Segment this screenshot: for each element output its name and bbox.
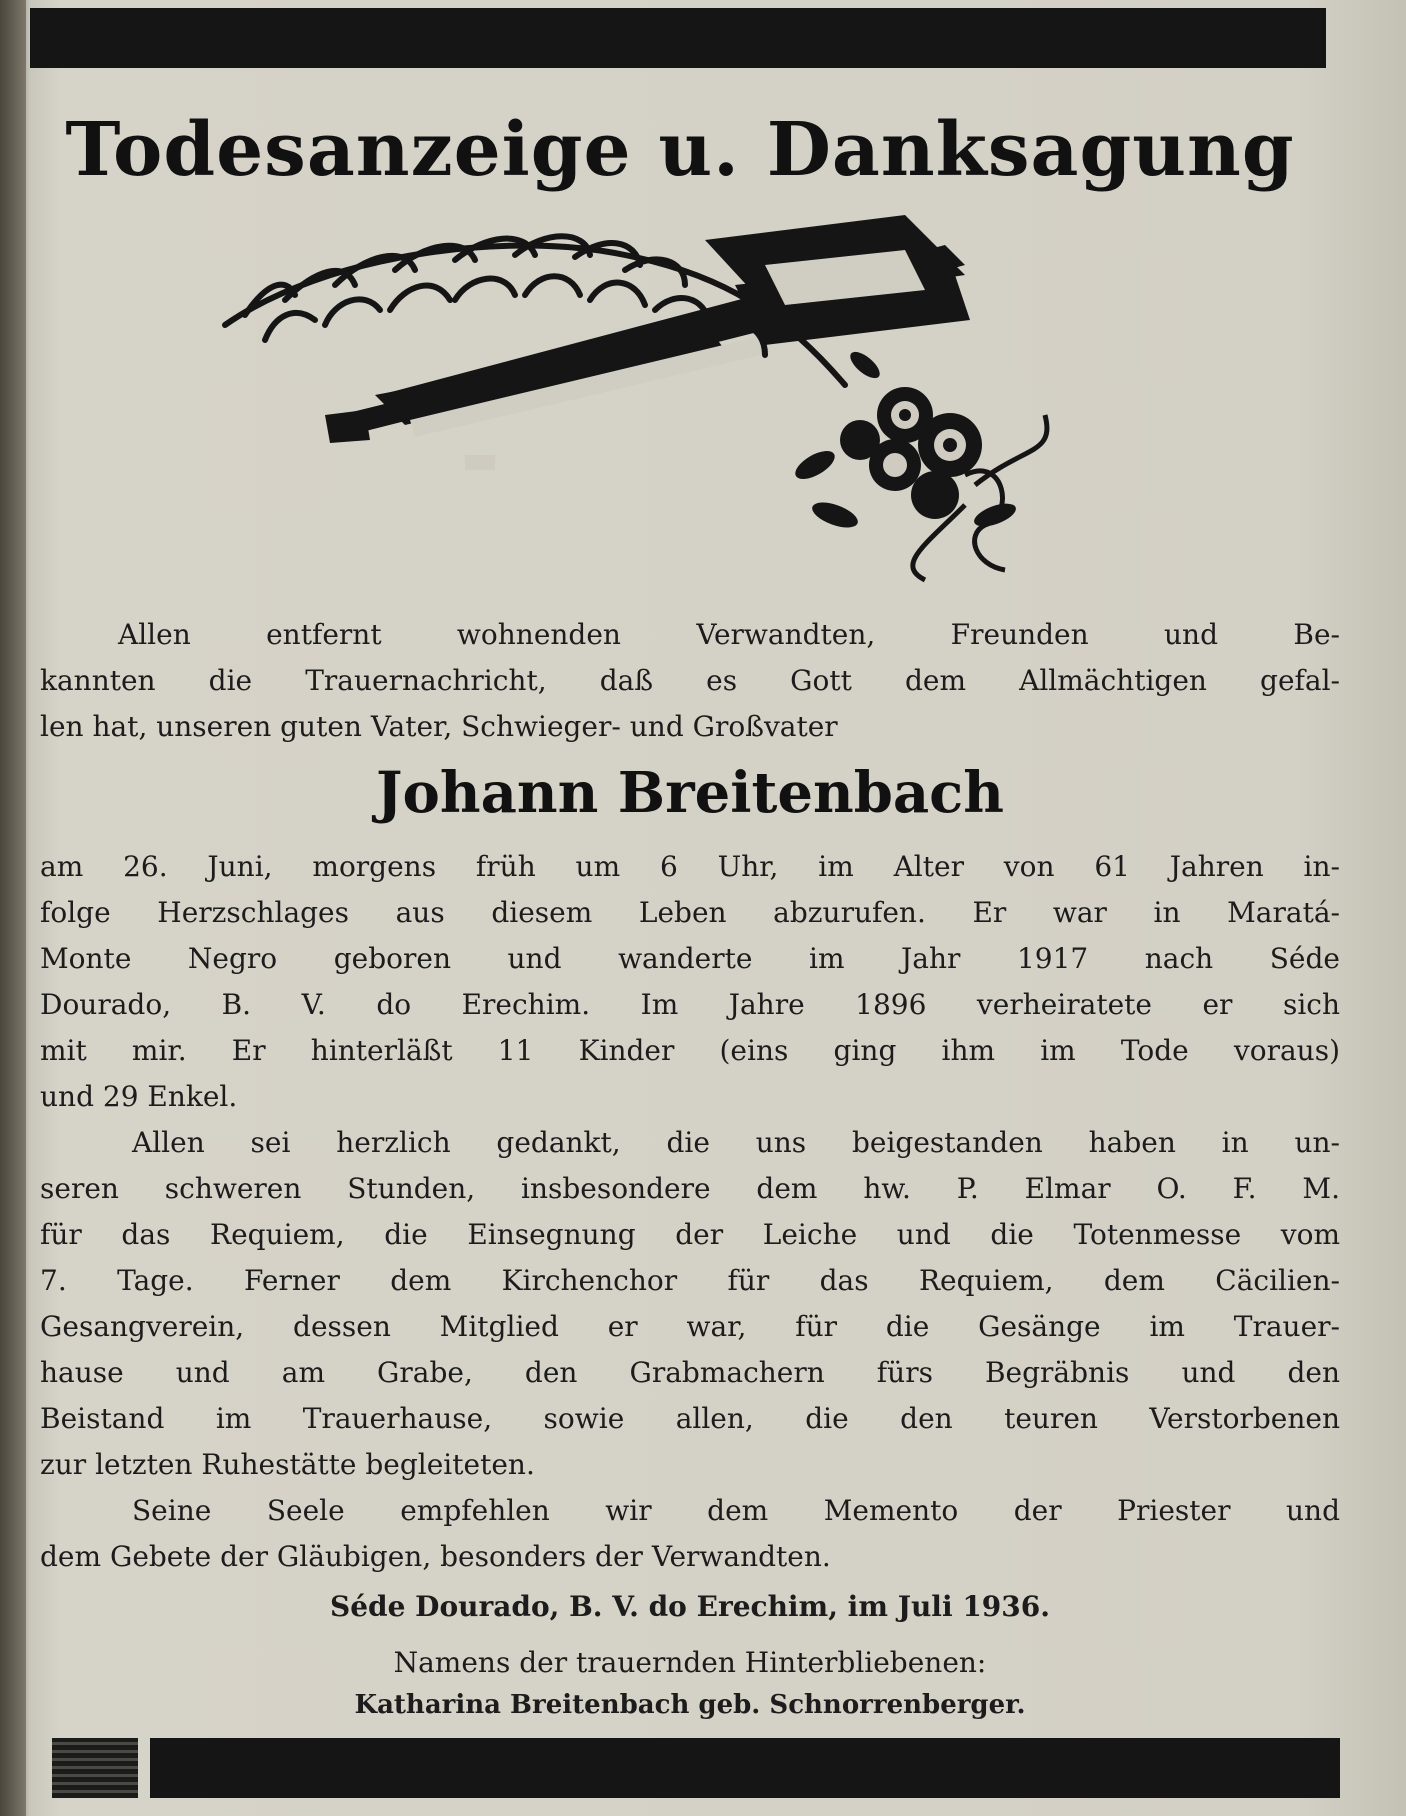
page-fold-shadow xyxy=(0,0,26,1816)
thanks-line: seren schweren Stunden, insbesondere dem hw. P. Elmar O. F. M. xyxy=(40,1172,1340,1205)
body-line: Dourado, B. V. do Erechim. Im Jahre 1896 verheiratete er sich xyxy=(40,988,1340,1021)
body-line: am 26. Juni, morgens früh um 6 Uhr, im Alter von 61 Jahren in- xyxy=(40,850,1340,883)
body-line: Monte Negro geboren und wanderte im Jahr 1917 nach Séde xyxy=(40,942,1340,975)
body-line: und 29 Enkel. xyxy=(40,1080,238,1113)
announcement-title: Todesanzeige u. Danksagung xyxy=(65,107,1295,193)
intro-line: Allen entfernt wohnenden Verwandten, Freunden und Be- xyxy=(118,618,1340,651)
intro-line: kannten die Trauernachricht, daß es Gott dem Allmächtigen gefal- xyxy=(40,664,1340,697)
thanks-line: zur letzten Ruhestätte begleiteten. xyxy=(40,1448,535,1481)
thanks-line: Beistand im Trauerhause, sowie allen, die den teuren Verstorbenen xyxy=(40,1402,1340,1435)
thanks-line: hause und am Grabe, den Grabmachern fürs Begräbnis und den xyxy=(40,1356,1340,1389)
place-date: Séde Dourado, B. V. do Erechim, im Juli 1936. xyxy=(329,1590,1050,1623)
deceased-name: Johann Breitenbach xyxy=(376,760,1004,826)
memento-line: dem Gebete der Gläubigen, besonders der Verwandten. xyxy=(40,1540,831,1573)
signature: Katharina Breitenbach geb. Schnorrenberger. xyxy=(354,1690,1026,1720)
palm-cross-flowers-icon xyxy=(205,215,1155,590)
body-line: folge Herzschlages aus diesem Leben abzurufen. Er war in Maratá- xyxy=(40,896,1340,929)
bottom-black-border xyxy=(150,1738,1340,1798)
thanks-line: Allen sei herzlich gedankt, die uns beigestanden haben in un- xyxy=(132,1126,1340,1159)
memento-line: Seine Seele empfehlen wir dem Memento der Priester und xyxy=(132,1494,1340,1527)
thanks-line: für das Requiem, die Einsegnung der Leiche und die Totenmesse vom xyxy=(40,1218,1340,1251)
top-black-border xyxy=(30,8,1326,68)
signature-intro: Namens der trauernden Hinterbliebenen: xyxy=(393,1646,987,1679)
thanks-line: Gesangverein, dessen Mitglied er war, für die Gesänge im Trauer- xyxy=(40,1310,1340,1343)
bottom-border-left xyxy=(52,1738,138,1798)
body-line: mit mir. Er hinterläßt 11 Kinder (eins ging ihm im Tode voraus) xyxy=(40,1034,1340,1067)
intro-line: len hat, unseren guten Vater, Schwieger- und Großvater xyxy=(40,710,838,743)
thanks-line: 7. Tage. Ferner dem Kirchenchor für das Requiem, dem Cäcilien- xyxy=(40,1264,1340,1297)
